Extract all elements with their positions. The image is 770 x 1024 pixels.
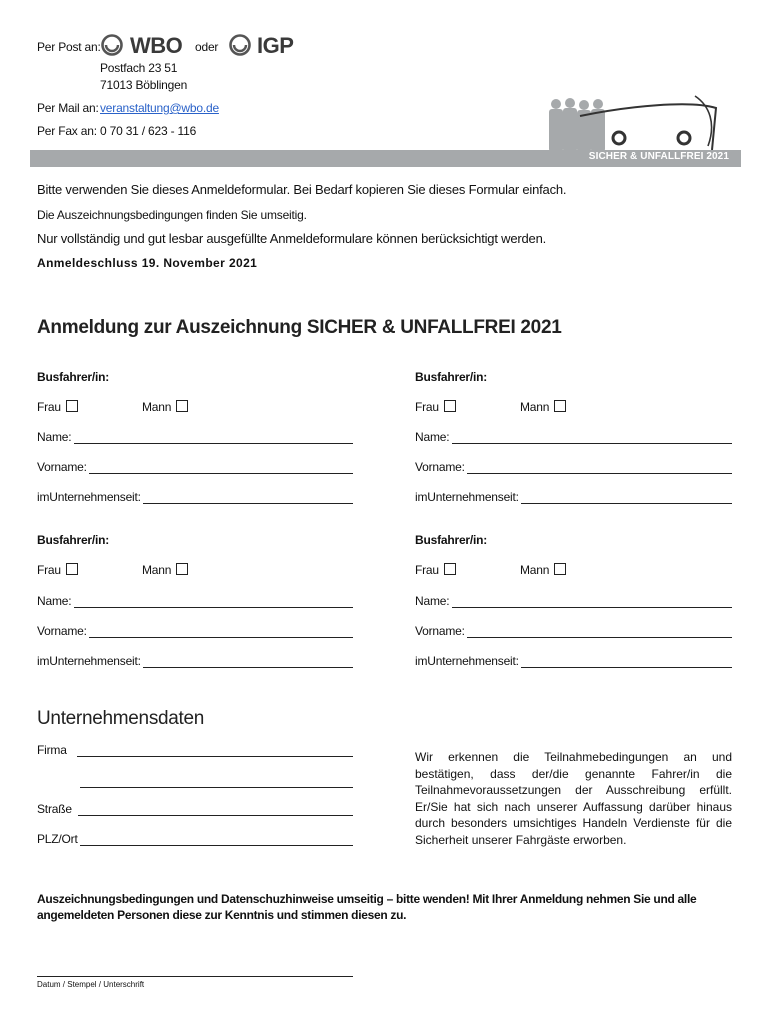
- igp-logo-icon: [229, 34, 251, 56]
- banner-band: [30, 150, 741, 167]
- female-option[interactable]: [415, 563, 456, 577]
- male-label: Mann: [520, 400, 550, 414]
- post-label: Per Post an:: [37, 40, 101, 54]
- female-option[interactable]: [37, 400, 78, 414]
- mail-label: Per Mail an:: [37, 101, 99, 115]
- firstname-field[interactable]: [37, 460, 353, 474]
- male-label: Mann: [520, 563, 550, 577]
- name-field[interactable]: [37, 430, 353, 444]
- banner-text: SICHER & UNFALLFREI 2021: [588, 151, 729, 162]
- since-field[interactable]: [37, 654, 353, 668]
- since-label: imUnternehmenseit:: [415, 490, 519, 504]
- strasse-label: Straße: [37, 802, 72, 816]
- firstname-label: Vorname:: [37, 460, 87, 474]
- firstname-input-line[interactable]: [467, 624, 732, 638]
- since-field[interactable]: [37, 490, 353, 504]
- firstname-field[interactable]: [415, 624, 732, 638]
- female-label: Frau: [415, 400, 439, 414]
- name-field[interactable]: [415, 430, 732, 444]
- name-field[interactable]: [415, 594, 732, 608]
- since-input-line[interactable]: [521, 654, 732, 668]
- firstname-input-line[interactable]: [89, 624, 353, 638]
- name-label: Name:: [37, 594, 72, 608]
- male-checkbox[interactable]: [176, 563, 188, 575]
- fax-label: Per Fax an:: [37, 124, 97, 138]
- male-option[interactable]: [142, 400, 188, 414]
- male-label: Mann: [142, 400, 172, 414]
- female-label: Frau: [415, 563, 439, 577]
- driver-heading: Busfahrer/in:: [37, 533, 110, 547]
- firstname-input-line[interactable]: [467, 460, 732, 474]
- firstname-field[interactable]: [37, 624, 353, 638]
- female-label: Frau: [37, 563, 61, 577]
- since-label: imUnternehmenseit:: [37, 490, 141, 504]
- male-option[interactable]: [520, 400, 566, 414]
- firma-input-line[interactable]: [77, 743, 353, 757]
- since-input-line[interactable]: [143, 654, 353, 668]
- male-checkbox[interactable]: [554, 400, 566, 412]
- name-input-line[interactable]: [74, 430, 353, 444]
- people-bus-illustration: [540, 94, 725, 152]
- address-line-2: 71013 Böblingen: [100, 78, 188, 92]
- intro-line-3: Nur vollständig und gut lesbar ausgefüllte Anmeldeformulare können berücksichtigt werden.: [37, 231, 547, 246]
- firstname-label: Vorname:: [37, 624, 87, 638]
- fax-number: 0 70 31 / 623 - 116: [100, 124, 197, 138]
- since-input-line[interactable]: [521, 490, 732, 504]
- name-label: Name:: [415, 594, 450, 608]
- since-label: imUnternehmenseit:: [37, 654, 141, 668]
- firma-label: Firma: [37, 743, 67, 757]
- strasse-field[interactable]: [37, 802, 353, 816]
- address-line-1: Postfach 23 51: [100, 61, 178, 75]
- strasse-input-line[interactable]: [78, 802, 353, 816]
- name-input-line[interactable]: [74, 594, 353, 608]
- name-field[interactable]: [37, 594, 353, 608]
- driver-heading: Busfahrer/in:: [37, 370, 110, 384]
- wbo-logo-icon: [101, 34, 123, 56]
- intro-line-1: Bitte verwenden Sie dieses Anmeldeformular. Bei Bedarf kopieren Sie dieses Formular einfach.: [37, 182, 567, 197]
- female-label: Frau: [37, 400, 61, 414]
- company-heading: Unternehmensdaten: [37, 708, 205, 729]
- firstname-label: Vorname:: [415, 624, 465, 638]
- name-label: Name:: [415, 430, 450, 444]
- firma-field[interactable]: [37, 743, 353, 757]
- driver-heading: Busfahrer/in:: [415, 370, 488, 384]
- plz-input-line[interactable]: [80, 832, 353, 846]
- or-text: oder: [195, 40, 219, 54]
- intro-line-2: Die Auszeichnungsbedingungen finden Sie umseitig.: [37, 208, 307, 222]
- signature-label: Datum / Stempel / Unterschrift: [37, 980, 145, 989]
- plz-field[interactable]: [37, 832, 353, 846]
- name-input-line[interactable]: [452, 430, 732, 444]
- mail-link[interactable]: veranstaltung@wbo.de: [100, 101, 219, 115]
- male-checkbox[interactable]: [554, 563, 566, 575]
- firma-input-line-2[interactable]: [80, 773, 353, 788]
- igp-logo-text: IGP: [257, 33, 294, 58]
- driver-heading: Busfahrer/in:: [415, 533, 488, 547]
- female-checkbox[interactable]: [444, 563, 456, 575]
- since-label: imUnternehmenseit:: [415, 654, 519, 668]
- female-option[interactable]: [415, 400, 456, 414]
- female-checkbox[interactable]: [66, 563, 78, 575]
- female-option[interactable]: [37, 563, 78, 577]
- male-checkbox[interactable]: [176, 400, 188, 412]
- firstname-input-line[interactable]: [89, 460, 353, 474]
- plz-label: PLZ/Ort: [37, 832, 78, 846]
- firstname-label: Vorname:: [415, 460, 465, 474]
- signature-line[interactable]: [37, 966, 353, 977]
- male-label: Mann: [142, 563, 172, 577]
- since-field[interactable]: [415, 654, 732, 668]
- deadline-text: Anmeldeschluss 19. November 2021: [37, 256, 258, 270]
- female-checkbox[interactable]: [66, 400, 78, 412]
- wbo-logo-text: WBO: [130, 33, 183, 58]
- company-statement: Wir erkennen die Teilnahmebedingungen an und bestätigen, dass der/die genannte Fahrer/in die Teilnahmevoraussetzungen der Ausschreibung erfüllt. Er/Sie hat sich nach unserer Auffassung darüber hinaus durch besonders umsichtiges Handeln Verdienste für die Sicherheit unserer Fahrgäste erworben.: [415, 750, 732, 847]
- since-input-line[interactable]: [143, 490, 353, 504]
- firstname-field[interactable]: [415, 460, 732, 474]
- footer-notice: Auszeichnungsbedingungen und Datenschuzhinweise umseitig – bitte wenden! Mit Ihrer Anmeldung nehmen Sie und alle angemeldeten Personen diese zur Kenntnis und stimmen diesen zu.: [37, 892, 697, 922]
- name-label: Name:: [37, 430, 72, 444]
- female-checkbox[interactable]: [444, 400, 456, 412]
- male-option[interactable]: [520, 563, 566, 577]
- name-input-line[interactable]: [452, 594, 732, 608]
- form-title: Anmeldung zur Auszeichnung SICHER & UNFALLFREI 2021: [37, 317, 562, 338]
- since-field[interactable]: [415, 490, 732, 504]
- male-option[interactable]: [142, 563, 188, 577]
